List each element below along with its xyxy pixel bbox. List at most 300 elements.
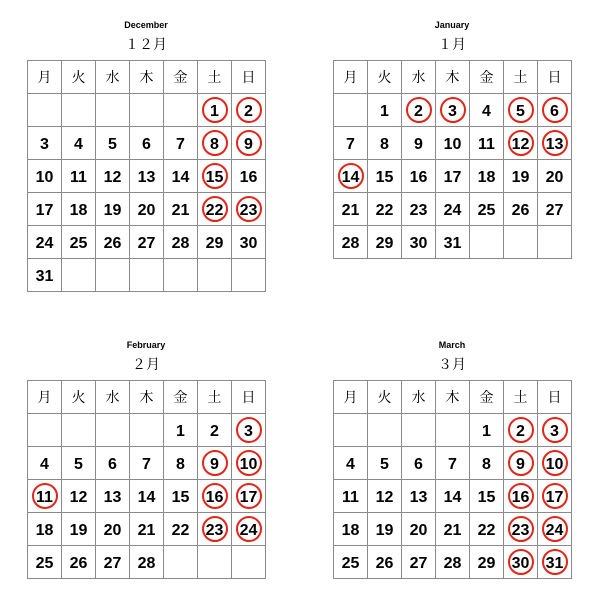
day-number: 26 [375,555,394,572]
day-number: 9 [414,136,423,153]
day-cell [198,414,232,447]
day-number: 2 [210,423,219,440]
day-cell [368,193,402,226]
weekday-label: 金 [470,381,504,414]
calendar-february [27,339,265,579]
day-cell [504,447,538,480]
day-cell [28,259,62,292]
day-cell [368,226,402,259]
day-cell [232,226,266,259]
day-number: 8 [380,136,389,153]
day-number: 18 [35,522,54,539]
day-number: 16 [239,169,258,186]
weekday-label: 木 [130,381,164,414]
day-cell [96,160,130,193]
empty-day-cell [28,414,62,447]
week-row [28,414,266,447]
month-title-en: December [124,20,168,30]
day-cell [164,160,198,193]
week-row [28,513,266,546]
day-cell [96,513,130,546]
month-title-ja: １２月 [125,37,167,53]
day-cell [130,193,164,226]
circled-day-number: 9 [508,450,534,476]
day-cell [28,193,62,226]
day-number: 27 [103,555,122,572]
week-row [334,447,572,480]
day-cell [538,127,572,160]
day-number: 27 [137,235,156,252]
circled-day-number: 16 [202,483,228,509]
weekday-label: 火 [368,61,402,94]
day-cell [96,127,130,160]
week-row [334,193,572,226]
day-number: 19 [511,169,530,186]
day-number: 19 [103,202,122,219]
week-row [334,160,572,193]
empty-day-cell [470,226,504,259]
day-cell [504,480,538,513]
circled-day-number: 31 [542,549,568,575]
circled-day-number: 9 [236,130,262,156]
weekday-label: 水 [96,61,130,94]
day-cell [504,160,538,193]
weekday-label: 水 [402,381,436,414]
day-cell [232,447,266,480]
day-number: 12 [375,489,394,506]
day-cell [470,127,504,160]
empty-day-cell [96,94,130,127]
day-number: 10 [35,169,54,186]
empty-day-cell [96,414,130,447]
weekday-label: 土 [198,61,232,94]
day-number: 17 [35,202,54,219]
circled-day-number: 15 [202,163,228,189]
empty-day-cell [130,414,164,447]
day-cell [368,447,402,480]
week-row [28,193,266,226]
week-row [28,226,266,259]
day-cell [538,414,572,447]
day-cell [504,127,538,160]
day-number: 20 [103,522,122,539]
day-number: 8 [482,456,491,473]
day-number: 13 [137,169,156,186]
week-row [28,259,266,292]
day-number: 21 [341,202,360,219]
calendar-march [333,339,571,579]
day-number: 21 [137,522,156,539]
day-cell [198,513,232,546]
circled-day-number: 11 [32,483,58,509]
circled-day-number: 17 [236,483,262,509]
day-cell [96,193,130,226]
day-number: 6 [414,456,423,473]
weekday-label: 水 [402,61,436,94]
empty-day-cell [198,546,232,579]
empty-day-cell [368,414,402,447]
empty-day-cell [62,259,96,292]
week-row [28,94,266,127]
day-number: 23 [409,202,428,219]
day-number: 24 [35,235,54,252]
day-cell [130,447,164,480]
circled-day-number: 23 [202,516,228,542]
weekday-label: 日 [232,381,266,414]
weekday-label: 日 [538,381,572,414]
day-cell [402,513,436,546]
day-number: 29 [205,235,224,252]
day-number: 14 [137,489,156,506]
day-cell [368,513,402,546]
weekday-header-row [334,381,572,414]
day-cell [436,127,470,160]
weekday-label: 金 [164,381,198,414]
circled-day-number: 17 [542,483,568,509]
day-cell [62,546,96,579]
empty-day-cell [96,259,130,292]
week-row [28,447,266,480]
weekday-header-row [28,61,266,94]
day-cell [504,193,538,226]
month-title-en: February [126,340,166,350]
day-number: 15 [477,489,496,506]
weekday-label: 日 [538,61,572,94]
day-cell [96,480,130,513]
weekday-label: 日 [232,61,266,94]
circled-day-number: 22 [202,196,228,222]
day-cell [538,160,572,193]
day-number: 19 [69,522,88,539]
day-cell [198,193,232,226]
empty-day-cell [232,259,266,292]
empty-day-cell [62,94,96,127]
day-cell [436,94,470,127]
day-cell [232,513,266,546]
week-row [334,480,572,513]
day-cell [402,193,436,226]
day-number: 25 [69,235,88,252]
week-row [334,513,572,546]
day-cell [28,513,62,546]
day-number: 28 [171,235,190,252]
day-number: 18 [341,522,360,539]
day-number: 22 [171,522,190,539]
day-number: 19 [375,522,394,539]
empty-day-cell [334,94,368,127]
day-cell [504,94,538,127]
day-cell [164,226,198,259]
day-number: 5 [74,456,83,473]
week-row [334,226,572,259]
weekday-label: 金 [470,61,504,94]
circled-day-number: 16 [508,483,534,509]
day-cell [470,480,504,513]
empty-day-cell [130,259,164,292]
day-cell [232,193,266,226]
day-cell [334,193,368,226]
day-cell [470,447,504,480]
day-number: 3 [40,136,49,153]
day-cell [436,160,470,193]
week-row [28,480,266,513]
day-cell [368,94,402,127]
circled-day-number: 3 [236,417,262,443]
day-cell [402,480,436,513]
circled-day-number: 30 [508,549,534,575]
month-title-en: January [434,20,470,30]
day-cell [402,94,436,127]
month-title-ja: ３月 [438,357,466,373]
day-number: 25 [477,202,496,219]
day-cell [130,480,164,513]
day-cell [164,193,198,226]
day-number: 7 [142,456,151,473]
day-number: 20 [545,169,564,186]
day-cell [164,127,198,160]
week-row [28,127,266,160]
week-row [334,94,572,127]
week-row [334,546,572,579]
circled-day-number: 3 [542,417,568,443]
day-cell [28,447,62,480]
weekday-label: 水 [96,381,130,414]
day-number: 15 [171,489,190,506]
day-cell [164,480,198,513]
day-number: 16 [409,169,428,186]
day-cell [130,226,164,259]
day-number: 27 [409,555,428,572]
weekday-label: 木 [436,61,470,94]
circled-day-number: 5 [508,97,534,123]
day-cell [436,193,470,226]
day-cell [402,546,436,579]
day-number: 21 [443,522,462,539]
day-number: 1 [482,423,491,440]
day-number: 25 [341,555,360,572]
day-number: 11 [70,169,87,186]
circled-day-number: 2 [236,97,262,123]
day-cell [470,546,504,579]
day-cell [198,160,232,193]
day-cell [28,226,62,259]
day-cell [62,480,96,513]
circled-day-number: 13 [542,130,568,156]
day-number: 22 [375,202,394,219]
empty-day-cell [538,226,572,259]
day-number: 31 [35,268,54,285]
day-number: 12 [69,489,88,506]
month-title-en: March [438,340,466,350]
day-number: 5 [108,136,117,153]
calendar-grid [333,60,572,259]
day-cell [436,480,470,513]
day-cell [470,513,504,546]
day-number: 29 [375,235,394,252]
day-cell [334,447,368,480]
circled-day-number: 12 [508,130,534,156]
day-cell [504,414,538,447]
day-cell [232,160,266,193]
day-number: 26 [103,235,122,252]
day-number: 13 [103,489,122,506]
day-cell [538,447,572,480]
day-cell [368,546,402,579]
day-number: 1 [380,103,389,120]
day-number: 14 [171,169,190,186]
day-cell [470,94,504,127]
day-cell [28,480,62,513]
empty-day-cell [130,94,164,127]
weekday-label: 火 [368,381,402,414]
day-cell [28,160,62,193]
day-cell [198,127,232,160]
empty-day-cell [62,414,96,447]
day-cell [504,513,538,546]
day-cell [198,447,232,480]
empty-day-cell [334,414,368,447]
day-number: 30 [239,235,258,252]
day-cell [28,546,62,579]
day-cell [62,513,96,546]
week-row [334,414,572,447]
day-cell [538,546,572,579]
day-cell [402,447,436,480]
circled-day-number: 14 [338,163,364,189]
circled-day-number: 3 [440,97,466,123]
weekday-label: 火 [62,61,96,94]
day-number: 13 [409,489,428,506]
day-cell [96,226,130,259]
empty-day-cell [164,259,198,292]
day-cell [436,447,470,480]
day-number: 10 [443,136,462,153]
week-row [28,546,266,579]
day-cell [470,160,504,193]
calendar-grid [27,60,266,292]
day-cell [198,94,232,127]
day-number: 24 [443,202,462,219]
day-cell [402,160,436,193]
day-cell [538,513,572,546]
day-number: 11 [478,136,495,153]
circled-day-number: 8 [202,130,228,156]
day-number: 7 [346,136,355,153]
day-cell [28,127,62,160]
day-number: 31 [443,235,462,252]
day-cell [62,127,96,160]
day-number: 26 [511,202,530,219]
weekday-label: 金 [164,61,198,94]
day-number: 4 [346,456,355,473]
day-cell [164,513,198,546]
day-cell [402,127,436,160]
day-cell [198,226,232,259]
day-number: 4 [40,456,49,473]
circled-day-number: 24 [236,516,262,542]
day-cell [334,546,368,579]
day-cell [164,447,198,480]
empty-day-cell [164,94,198,127]
day-number: 8 [176,456,185,473]
circled-day-number: 23 [236,196,262,222]
empty-day-cell [436,414,470,447]
day-number: 7 [448,456,457,473]
day-cell [232,414,266,447]
day-cell [232,127,266,160]
day-cell [538,94,572,127]
day-cell [96,447,130,480]
day-cell [504,546,538,579]
weekday-label: 土 [504,61,538,94]
weekday-label: 月 [28,381,62,414]
month-title-ja: １月 [438,37,466,53]
week-row [334,127,572,160]
day-cell [436,513,470,546]
day-cell [62,160,96,193]
calendar-december [27,19,265,292]
day-cell [130,127,164,160]
day-number: 27 [545,202,564,219]
day-number: 1 [176,423,185,440]
weekday-label: 土 [198,381,232,414]
day-cell [436,546,470,579]
day-cell [198,480,232,513]
day-number: 4 [74,136,83,153]
circled-day-number: 23 [508,516,534,542]
day-number: 25 [35,555,54,572]
day-number: 28 [443,555,462,572]
day-number: 5 [380,456,389,473]
weekday-header-row [28,381,266,414]
day-number: 6 [142,136,151,153]
empty-day-cell [28,94,62,127]
day-cell [130,160,164,193]
circled-day-number: 2 [406,97,432,123]
calendar-grid [27,380,266,579]
weekday-label: 月 [334,381,368,414]
day-cell [334,160,368,193]
day-cell [334,226,368,259]
month-title-ja: ２月 [132,357,160,373]
day-cell [232,94,266,127]
day-number: 29 [477,555,496,572]
day-number: 7 [176,136,185,153]
day-cell [470,193,504,226]
day-number: 6 [108,456,117,473]
weekday-label: 月 [334,61,368,94]
day-cell [402,226,436,259]
day-number: 30 [409,235,428,252]
day-number: 11 [342,489,359,506]
day-cell [538,193,572,226]
day-number: 28 [341,235,360,252]
day-cell [436,226,470,259]
weekday-header-row [334,61,572,94]
day-cell [368,127,402,160]
day-cell [62,193,96,226]
day-cell [62,447,96,480]
week-row [28,160,266,193]
day-number: 4 [482,103,491,120]
day-cell [368,480,402,513]
day-cell [164,414,198,447]
day-cell [334,513,368,546]
weekday-label: 土 [504,381,538,414]
day-number: 20 [409,522,428,539]
circled-day-number: 10 [542,450,568,476]
empty-day-cell [504,226,538,259]
